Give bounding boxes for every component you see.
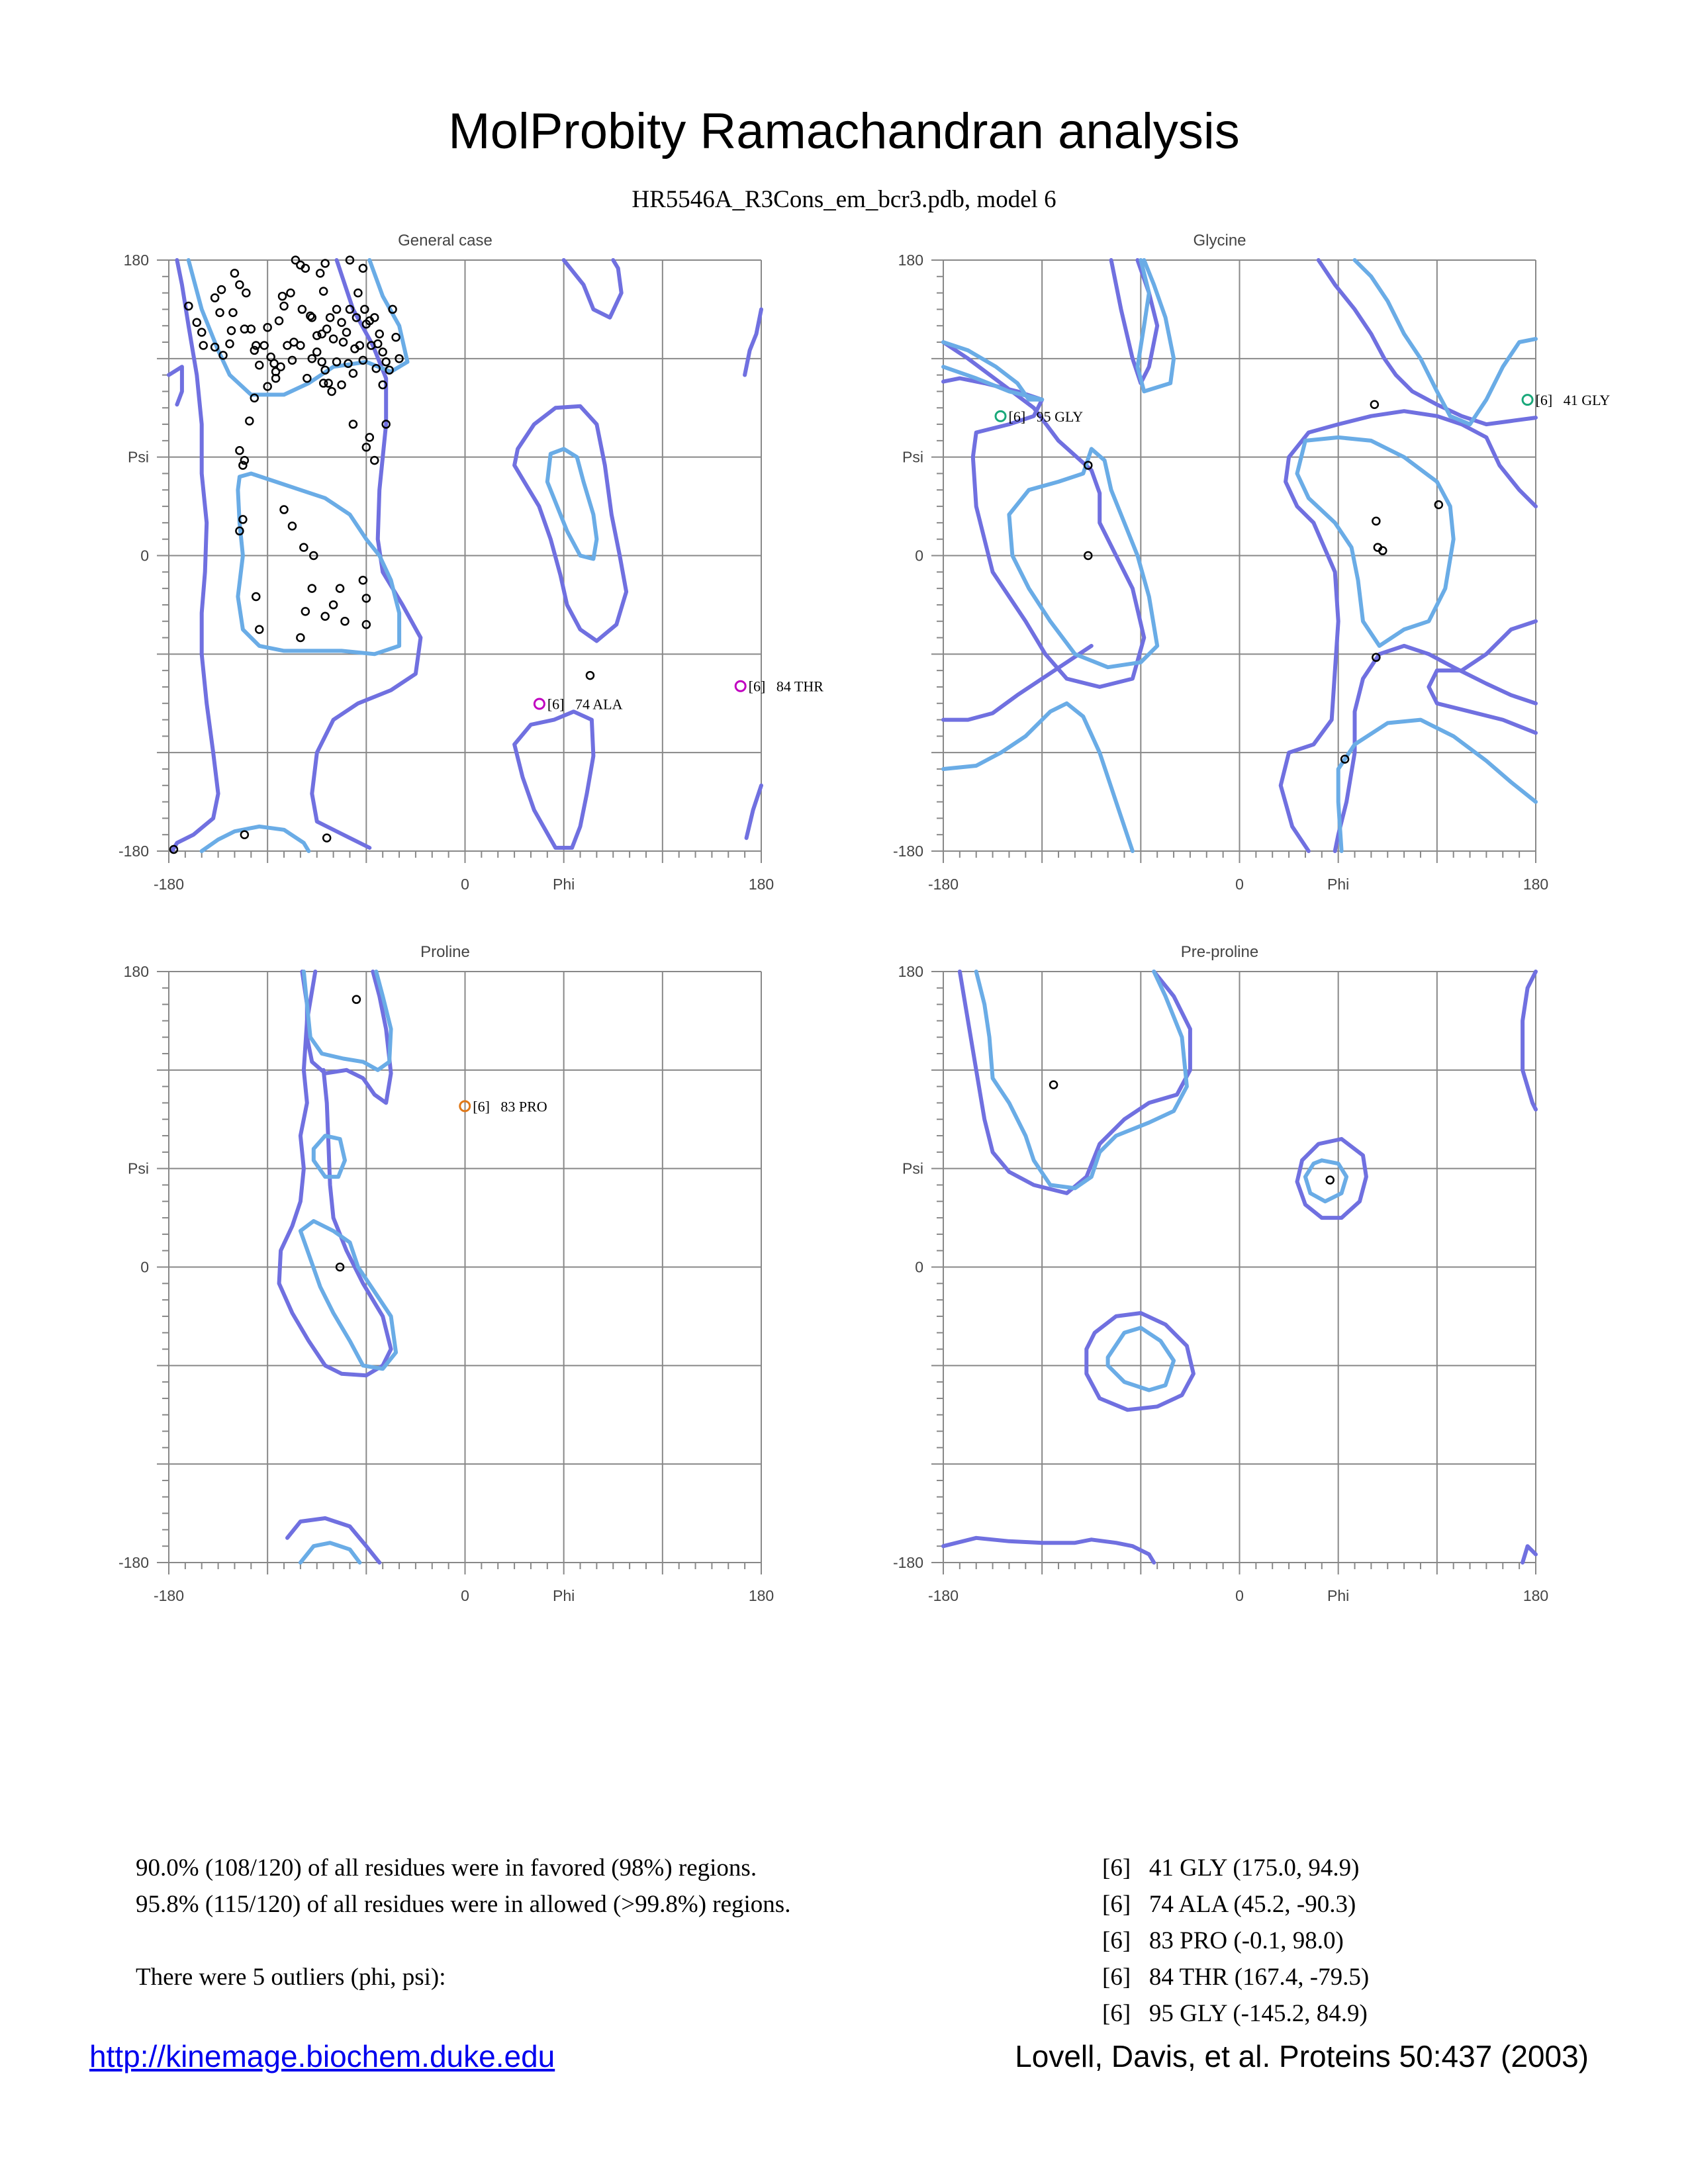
data-point	[1327, 1177, 1334, 1184]
x-tick-label: 180	[1523, 1587, 1549, 1604]
data-point	[216, 309, 224, 316]
data-point	[326, 314, 334, 321]
outlier-label: [6] 74 ALA	[547, 696, 623, 713]
data-point	[330, 601, 337, 608]
data-point	[354, 289, 361, 296]
x-tick-label: 180	[748, 1587, 774, 1604]
data-point	[228, 327, 235, 334]
allowed-contour	[1523, 972, 1536, 1109]
data-point	[281, 506, 288, 514]
data-point	[303, 375, 310, 382]
outlier-point	[735, 681, 745, 691]
outlier-list	[1102, 1850, 1369, 2032]
data-point	[366, 433, 373, 441]
data-point	[338, 381, 346, 388]
outlier-entry: [6] 74 ALA (45.2, -90.3)	[1102, 1891, 1356, 1918]
allowed-contour	[1523, 1546, 1536, 1563]
favored-contour	[301, 1543, 360, 1563]
data-point	[313, 348, 320, 355]
allowed-contour	[514, 406, 626, 641]
allowed-contour	[745, 309, 761, 375]
outlier-entry: [6] 83 PRO (-0.1, 98.0)	[1102, 1927, 1344, 1954]
favored-contour	[189, 260, 408, 394]
citation: Lovell, Davis, et al. Proteins 50:437 (2003)	[1015, 2039, 1589, 2073]
data-point	[338, 319, 346, 326]
data-point	[376, 330, 383, 338]
data-point	[281, 302, 288, 310]
panel-title: Pre-proline	[1180, 943, 1259, 961]
kinemage-link[interactable]: http://kinemage.biochem.duke.edu	[89, 2039, 555, 2073]
outlier-intro: There were 5 outliers (phi, psi):	[136, 1964, 446, 1991]
y-tick-label: -180	[892, 842, 923, 860]
outlier-point	[534, 699, 544, 709]
y-tick-label: 0	[915, 547, 923, 565]
x-axis-label: Phi	[553, 1587, 575, 1604]
x-tick-label: -180	[927, 1587, 959, 1604]
data-point	[343, 329, 350, 336]
allowed-stat: 95.8% (115/120) of all residues were in allowed (>99.8%) regions.	[136, 1891, 791, 1918]
data-point	[300, 544, 307, 551]
data-point	[333, 306, 340, 313]
data-point	[236, 447, 243, 454]
data-point	[279, 293, 286, 300]
data-point	[252, 593, 259, 600]
data-point	[275, 317, 283, 324]
data-point	[1050, 1081, 1057, 1089]
data-point	[359, 576, 367, 584]
y-tick-label: 0	[140, 547, 149, 565]
data-point	[193, 319, 201, 326]
x-axis-label: Phi	[1327, 1587, 1350, 1604]
y-tick-label: -180	[892, 1554, 923, 1571]
data-point	[320, 288, 327, 295]
favored-contour	[943, 704, 1133, 851]
x-tick-label: -180	[927, 876, 959, 893]
outlier-entry: [6] 41 GLY (175.0, 94.9)	[1102, 1854, 1360, 1882]
y-tick-label: 180	[898, 251, 923, 269]
data-point	[361, 306, 368, 313]
allowed-contour	[1429, 621, 1536, 733]
plot-glycine	[884, 220, 1642, 911]
allowed-contour	[302, 972, 391, 1103]
data-point	[236, 281, 243, 289]
data-point	[586, 672, 594, 679]
data-point	[316, 269, 324, 277]
panel-title: Glycine	[1193, 232, 1246, 250]
x-tick-label: 180	[748, 876, 774, 893]
x-tick-label: 0	[1235, 876, 1244, 893]
data-point	[379, 348, 387, 355]
allowed-contour	[943, 1538, 1154, 1563]
data-point	[336, 585, 344, 592]
y-tick-label: 180	[123, 251, 149, 269]
outlier-label: [6] 84 THR	[748, 678, 823, 695]
data-point	[342, 617, 349, 625]
allowed-contour	[1319, 260, 1536, 424]
allowed-contour	[514, 711, 593, 848]
outlier-entry: [6] 95 GLY (-145.2, 84.9)	[1102, 2000, 1368, 2027]
panel-title: General case	[398, 232, 492, 250]
x-tick-label: -180	[153, 876, 185, 893]
x-tick-label: 0	[1235, 1587, 1244, 1604]
allowed-contour	[1281, 411, 1536, 851]
data-point	[322, 259, 329, 267]
data-point	[328, 388, 336, 395]
plot-general-case	[109, 220, 867, 911]
data-point	[353, 996, 360, 1003]
data-point	[1435, 501, 1442, 508]
data-point	[226, 340, 233, 347]
allowed-contour	[169, 367, 182, 404]
data-point	[261, 341, 268, 349]
summary-stats	[136, 1850, 790, 1995]
y-axis-label: Psi	[902, 1160, 923, 1177]
data-point	[383, 358, 390, 365]
data-point	[246, 418, 253, 425]
allowed-contour	[943, 646, 1092, 720]
data-point	[290, 339, 297, 346]
y-tick-label: 180	[123, 963, 149, 980]
allowed-contour	[747, 786, 761, 838]
plot-pre-proline	[884, 932, 1642, 1622]
data-point	[1371, 401, 1378, 408]
data-point	[289, 357, 296, 364]
y-tick-label: -180	[118, 1554, 149, 1571]
data-point	[308, 314, 316, 321]
data-point	[318, 358, 326, 365]
x-axis-label: Phi	[1327, 876, 1350, 893]
data-point	[200, 341, 207, 349]
data-point	[231, 269, 238, 277]
y-tick-label: 0	[140, 1258, 149, 1276]
x-axis-label: Phi	[553, 876, 575, 893]
y-tick-label: -180	[118, 842, 149, 860]
x-tick-label: -180	[153, 1587, 185, 1604]
data-point	[218, 286, 225, 293]
data-point	[330, 336, 337, 343]
outlier-point	[996, 411, 1006, 421]
data-point	[1372, 518, 1380, 525]
x-tick-label: 180	[1523, 876, 1549, 893]
data-point	[322, 613, 329, 620]
y-axis-label: Psi	[902, 448, 923, 466]
x-tick-label: 0	[461, 876, 469, 893]
page-subtitle: HR5546A_R3Cons_em_bcr3.pdb, model 6	[632, 186, 1056, 213]
data-point	[359, 265, 367, 272]
data-point	[323, 835, 330, 842]
data-point	[229, 309, 236, 316]
outlier-entry: [6] 84 THR (167.4, -79.5)	[1102, 1964, 1370, 1991]
favored-contour	[1355, 260, 1536, 424]
outlier-label: [6] 41 GLY	[1535, 392, 1611, 409]
plot-proline	[109, 932, 867, 1622]
panel-title: Proline	[420, 943, 470, 961]
y-tick-label: 180	[898, 963, 923, 980]
data-point	[320, 380, 327, 387]
x-tick-label: 0	[461, 1587, 469, 1604]
allowed-contour	[943, 342, 1144, 687]
y-axis-label: Psi	[128, 448, 149, 466]
data-point	[350, 421, 357, 428]
favored-contour	[202, 827, 309, 851]
y-tick-label: 0	[915, 1258, 923, 1276]
data-point	[198, 329, 205, 336]
data-point	[277, 363, 285, 371]
data-point	[299, 306, 306, 313]
favored-contour	[976, 972, 1187, 1188]
data-point	[340, 339, 347, 346]
outlier-point	[1523, 395, 1532, 405]
data-point	[297, 634, 304, 641]
y-axis-label: Psi	[128, 1160, 149, 1177]
data-point	[308, 585, 316, 592]
page-title: MolProbity Ramachandran analysis	[448, 103, 1240, 159]
data-point	[287, 289, 294, 296]
data-point	[211, 295, 218, 302]
data-point	[242, 289, 250, 296]
data-point	[289, 522, 296, 529]
allowed-contour	[564, 260, 622, 318]
data-point	[256, 626, 263, 633]
data-point	[393, 334, 400, 341]
data-point	[256, 361, 263, 369]
allowed-contour	[287, 1518, 379, 1563]
data-point	[371, 457, 378, 464]
data-point	[302, 608, 309, 615]
favored-contour	[547, 449, 597, 559]
data-point	[350, 370, 357, 377]
outlier-label: [6] 95 GLY	[1008, 408, 1084, 425]
data-point	[241, 831, 248, 839]
favored-stat: 90.0% (108/120) of all residues were in favored (98%) regions.	[136, 1854, 757, 1882]
outlier-label: [6] 83 PRO	[473, 1098, 547, 1115]
